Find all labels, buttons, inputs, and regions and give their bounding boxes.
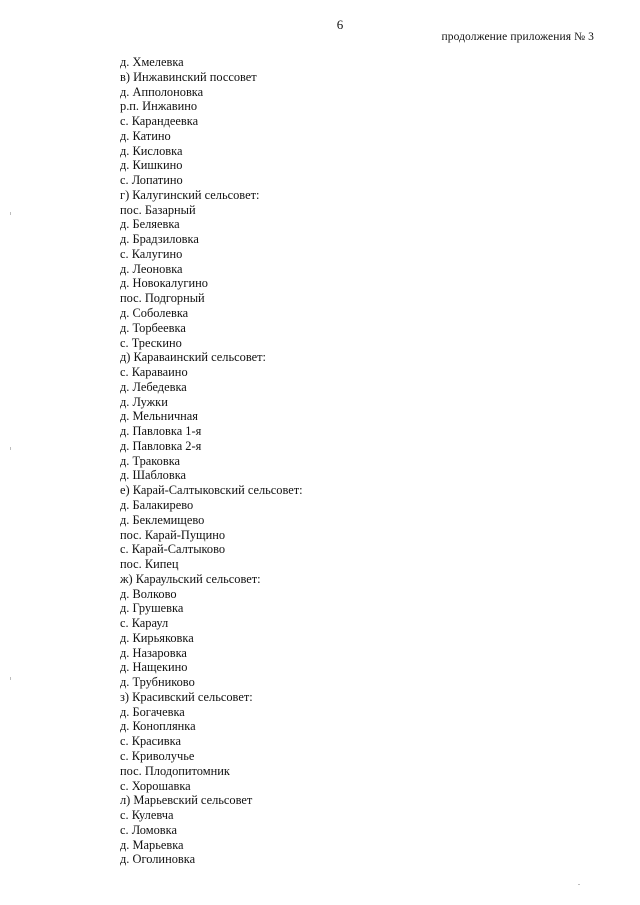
settlement-item: д. Хмелевка bbox=[120, 55, 184, 69]
settlement-item: д. Беклемищево bbox=[120, 512, 205, 527]
settlement-item: пос. Базарный bbox=[120, 202, 196, 217]
settlement-item: д. Волково bbox=[120, 586, 177, 601]
settlement-item: пос. Кипец bbox=[120, 557, 179, 572]
settlement-item: д. Катино bbox=[120, 128, 171, 143]
settlement-item: д. Богачевка bbox=[120, 704, 185, 719]
settlement-item: д. Кишкино bbox=[120, 158, 183, 173]
settlement-list bbox=[120, 55, 303, 867]
settlement-item: д. Павловка 1-я bbox=[120, 424, 202, 439]
settlement-item: д. Леоновка bbox=[120, 261, 183, 276]
settlement-item: д. Торбеевка bbox=[120, 320, 186, 335]
settlement-item: с. Кулевча bbox=[120, 808, 174, 823]
settlement-item: д. Новокалугино bbox=[120, 276, 208, 291]
settlement-item: д. Кирьяковка bbox=[120, 630, 194, 645]
settlement-item: д. Апполоновка bbox=[120, 84, 204, 99]
settlement-item: д. Марьевка bbox=[120, 837, 184, 852]
council-heading: з) Красивский сельсовет: bbox=[120, 689, 253, 704]
council-heading: ж) Караульский сельсовет: bbox=[120, 571, 261, 586]
page-number: 6 bbox=[336, 17, 344, 32]
settlement-item: д. Оголиновка bbox=[120, 852, 196, 867]
settlement-item: д. Назаровка bbox=[120, 645, 187, 660]
settlement-item: пос. Подгорный bbox=[120, 291, 205, 306]
settlement-item: с. Хорошавка bbox=[120, 778, 191, 793]
settlement-item: д. Траковка bbox=[120, 453, 181, 468]
scan-mark bbox=[10, 677, 11, 680]
council-heading: л) Марьевский сельсовет bbox=[120, 793, 253, 808]
settlement-item: д. Нащекино bbox=[120, 660, 188, 675]
council-heading: е) Карай-Салтыковский сельсовет: bbox=[120, 483, 303, 498]
settlement-item: д. Брадзиловка bbox=[120, 232, 199, 247]
settlement-item: пос. Карай-Пущино bbox=[120, 527, 226, 542]
settlement-item: д. Кисловка bbox=[120, 143, 183, 158]
settlement-item: д. Соболевка bbox=[120, 306, 189, 321]
council-heading: д) Караваинский сельсовет: bbox=[120, 350, 266, 365]
settlement-item: пос. Плодопитомник bbox=[120, 763, 230, 778]
settlement-item: д. Балакирево bbox=[120, 497, 194, 512]
settlement-item: с. Криволучье bbox=[120, 748, 195, 763]
settlement-item: с. Трескино bbox=[120, 335, 182, 350]
settlement-item: д. Лужки bbox=[120, 394, 168, 409]
settlement-item: д. Шабловка bbox=[120, 468, 187, 483]
settlement-item: с. Караул bbox=[120, 616, 169, 631]
council-heading: в) Инжавинский поссовет bbox=[120, 69, 257, 84]
settlement-item: с. Карандеевка bbox=[120, 114, 199, 129]
settlement-item: р.п. Инжавино bbox=[120, 99, 198, 114]
settlement-item: д. Коноплянка bbox=[120, 719, 196, 734]
settlement-item: с. Карай-Салтыково bbox=[120, 542, 226, 557]
scan-mark bbox=[578, 884, 580, 885]
settlement-item: д. Лебедевка bbox=[120, 379, 187, 394]
continuation-note: продолжение приложения № 3 bbox=[441, 31, 594, 43]
council-heading: г) Калугинский сельсовет: bbox=[120, 187, 260, 202]
settlement-item: д. Павловка 2-я bbox=[120, 438, 202, 453]
settlement-item: с. Ломовка bbox=[120, 822, 177, 837]
settlement-item: с. Калугино bbox=[120, 246, 183, 261]
settlement-item: д. Мельничная bbox=[120, 409, 199, 424]
settlement-item: с. Красивка bbox=[120, 734, 181, 749]
settlement-item: с. Лопатино bbox=[120, 173, 183, 188]
settlement-item: с. Караваино bbox=[120, 365, 188, 380]
scan-mark bbox=[10, 447, 11, 450]
scan-mark bbox=[10, 212, 11, 215]
settlement-item: д. Беляевка bbox=[120, 217, 180, 232]
settlement-item: д. Грушевка bbox=[120, 601, 184, 616]
settlement-item: д. Трубниково bbox=[120, 675, 195, 690]
